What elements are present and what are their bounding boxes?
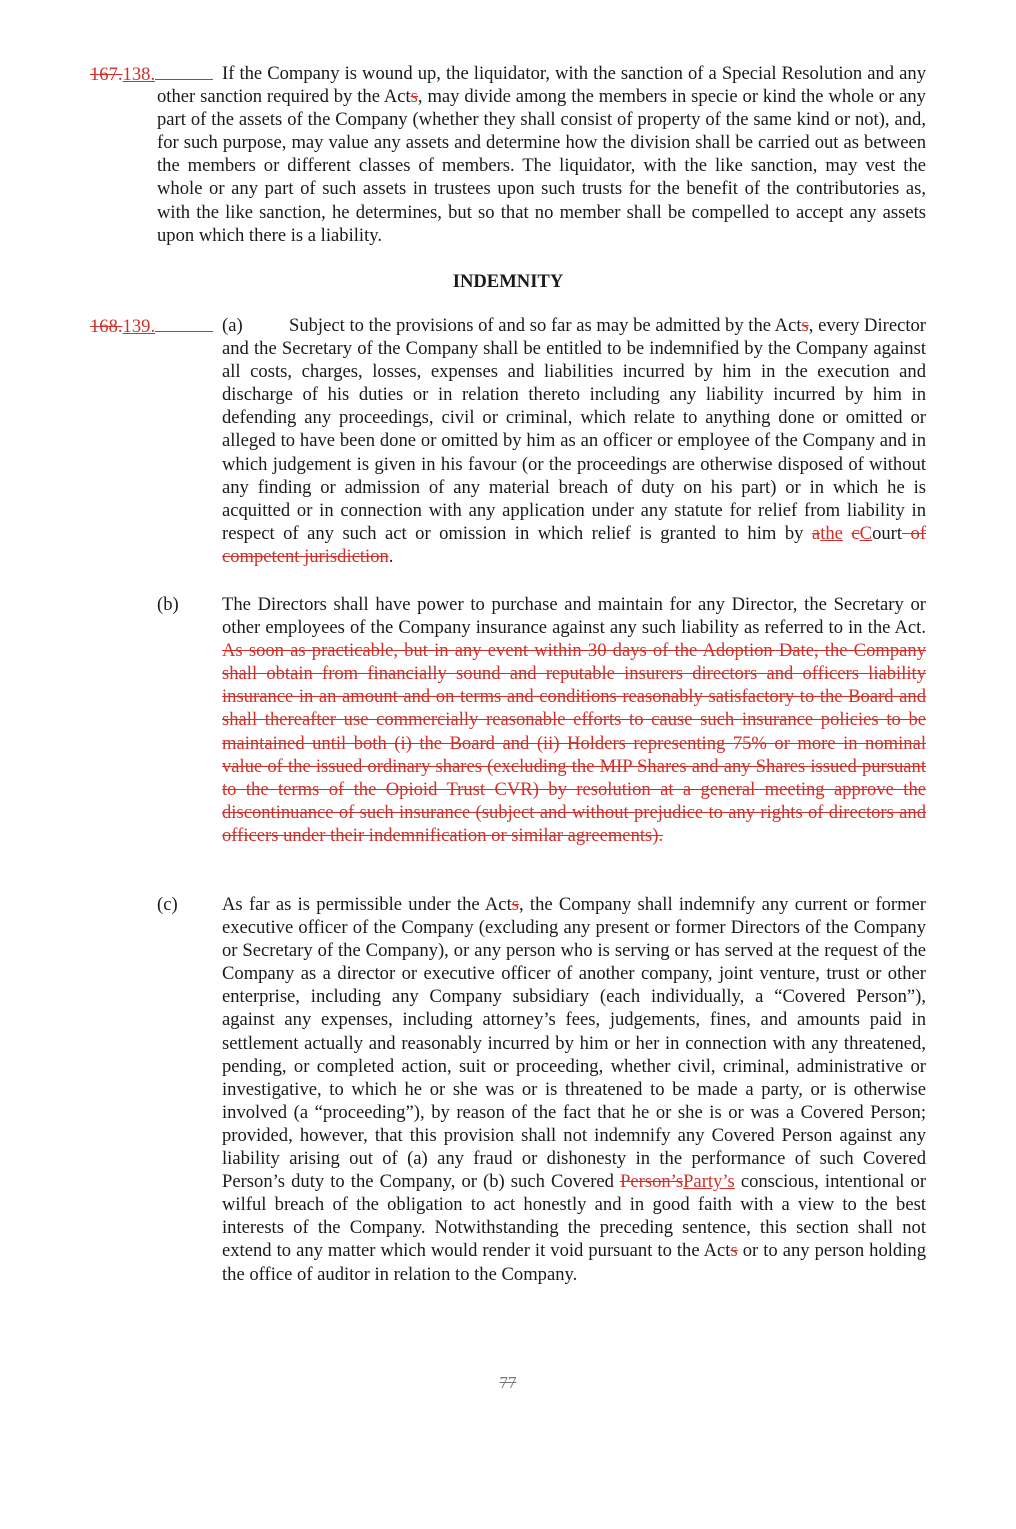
- tab-leader: [155, 314, 213, 332]
- section-heading: INDEMNITY: [452, 271, 564, 292]
- inserted-text: the: [820, 522, 843, 544]
- deleted-text: of competent jurisdiction: [222, 522, 927, 567]
- new-clause-number: 139.: [122, 316, 156, 337]
- new-clause-number: 138.: [122, 64, 156, 85]
- subclause-b-label: (b): [157, 594, 179, 615]
- inserted-text: Party’s: [683, 1171, 735, 1193]
- deleted-text: s: [801, 315, 809, 336]
- page-number: 77: [499, 1373, 517, 1392]
- clause-138-text: If the Company is wound up, the liquidator, with the sanction of a Special Resolution and any other sanction required by the Acts, may divide among the members in specie or kind the whole or any part of the assets of the Company (whether they shall consist of property of the same kind or not), and, for such purpose, may value any assets and determine how the division shall be carried out as between the members or different classes of members. The liquidator, with the like sanction, may vest the whole or any part of such assets in trustees upon such trusts for the benefit of the contributories as, with the like sanction, he determines, but so that no member shall be compelled to accept any assets upon which there is a liability.: [157, 63, 926, 246]
- subclause-c-label: (c): [157, 894, 178, 915]
- clause-139-number: [90, 314, 213, 338]
- deleted-text: s: [511, 894, 519, 915]
- inserted-text: C: [859, 522, 873, 544]
- subclause-c-text: As far as is permissible under the Acts, the Company shall indemnify any current or former executive officer of the Company (excluding any present or former Directors of the Company or Secretary of the Company), or any person who is serving or has served at the request of the Company as a director or executive officer of another company, joint venture, trust or other enterprise, including any Company subsidiary (each individually, a “Covered Person”), against any expenses, including attorney’s fees, judgements, fines, and amounts paid in settlement actually and reasonably incurred by him or her in connection with any threatened, pending, or completed action, suit or proceeding, whether civil, criminal, administrative or investigative, to which he or she was or is threatened to be made a party, or is otherwise involved (a “proceeding”), by reason of the fact that he or she is or was a Covered Person; provided, however, that this provision shall not indemnify any Covered Person against any liability arising out of (a) any fraud or dishonesty in the performance of such Covered Person’s duty to the Company, or (b) such Covered Person’sParty’s conscious, intentional or wilful breach of the obligation to act honestly and in good faith with a view to the best interests of the Company. Notwithstanding the preceding sentence, this section shall not extend to any matter which would render it void pursuant to the Acts or to any person holding the office of auditor in relation to the Company.: [222, 894, 927, 1285]
- subclause-a-text: Subject to the provisions of and so far as may be admitted by the Acts, every Director and the Secretary of the Company shall be entitled to be indemnified by the Company against all costs, charges, losses, expenses and liabilities incurred by him in the execution and discharge of his duties or in relation thereto including any liability incurred by him in defending any proceedings, civil or criminal, which relate to anything done or omitted or alleged to have been done or omitted by him as an officer or employee of the Company and in which judgement is given in his favour (or the proceedings are otherwise disposed of without any finding or admission of any material breach of duty on his part) or in which he is acquitted or in connection with any application under any statute for relief from liability in respect of any such act or omission in which relief is granted to him by athe cCourt of competent jurisdiction.: [222, 315, 927, 567]
- subclause-a-label: (a): [222, 315, 243, 336]
- deleted-text: a: [811, 522, 821, 544]
- deleted-text: Person’s: [620, 1171, 684, 1193]
- deleted-text: s: [410, 86, 418, 108]
- old-clause-number: 167.: [90, 64, 123, 85]
- subclause-b-text: The Directors shall have power to purchase and maintain for any Director, the Secretary or other employees of the Company insurance against any such liability as referred to in the Act. As soon as practicable, but in any event within 30 days of the Adoption Date, the Company shall obtain from financially sound and reputable insurers directors and officers liability insurance in an amount and on terms and conditions reasonably satisfactory to the Board and shall thereafter use commercially reasonable efforts to cause such insurance policies to be maintained until both (i) the Board and (ii) Holders representing 75% or more in nominal value of the issued ordinary shares (excluding the MIP Shares and any Shares issued pursuant to the terms of the Opioid Trust CVR) by resolution at a general meeting approve the discontinuance of such insurance (subject and without prejudice to any rights of directors and officers under their indemnification or similar agreements).: [222, 594, 926, 846]
- deleted-text: s: [730, 1240, 738, 1262]
- deleted-text: As soon as practicable, but in any event within 30 days of the Adoption Date, the Company shall obtain from financially sound and reputable insurers directors and officers liability insurance in an amount and on terms and conditions reasonably satisfactory to the Board and shall thereafter use commercially reasonable efforts to cause such insurance policies to be maintained until both (i) the Board and (ii) Holders representing 75% or more in nominal value of the issued ordinary shares (excluding the MIP Shares and any Shares issued pursuant to the terms of the Opioid Trust CVR) by resolution at a general meeting approve the discontinuance of such insurance (subject and without prejudice to any rights of directors and officers under their indemnification or similar agreements).: [222, 640, 926, 846]
- old-clause-number: 168.: [90, 316, 123, 337]
- deleted-text: c: [851, 522, 860, 544]
